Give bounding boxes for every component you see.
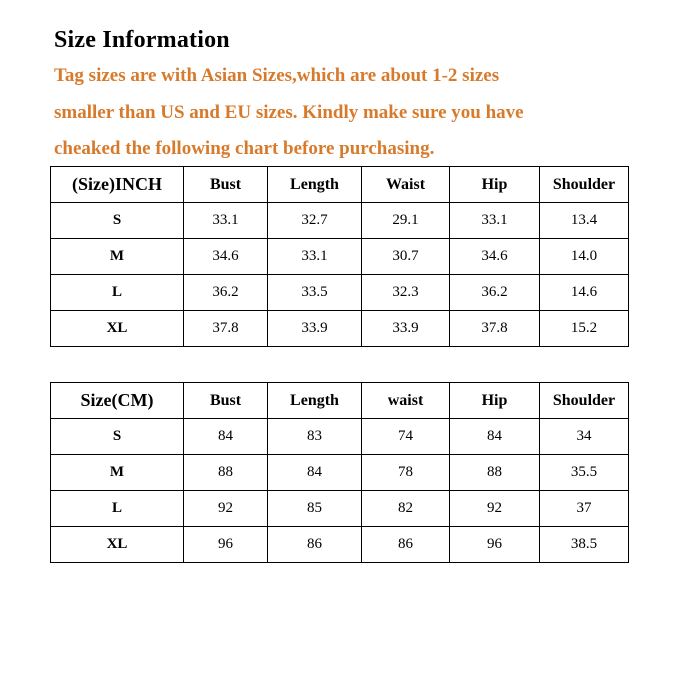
shoulder-cell: 13.4 — [540, 203, 629, 239]
header-size-cm: Size(CM) — [51, 383, 184, 419]
table-row — [51, 275, 629, 311]
header-waist: Waist — [362, 167, 450, 203]
waist-cell: 78 — [362, 455, 450, 491]
bust-cell: 96 — [184, 527, 268, 563]
header-bust: Bust — [184, 167, 268, 203]
size-cell: L — [51, 275, 184, 311]
bust-cell: 36.2 — [184, 275, 268, 311]
size-note-line-3: cheaked the following chart before purchasing. — [54, 138, 435, 159]
cm-size-table — [50, 382, 629, 563]
hip-cell: 33.1 — [450, 203, 540, 239]
bust-cell: 84 — [184, 419, 268, 455]
header-hip: Hip — [450, 167, 540, 203]
length-cell: 83 — [268, 419, 362, 455]
header-length: Length — [268, 167, 362, 203]
header-shoulder: Shoulder — [540, 167, 629, 203]
table-header-row — [51, 167, 629, 203]
size-cell: XL — [51, 527, 184, 563]
waist-cell: 86 — [362, 527, 450, 563]
size-cell: XL — [51, 311, 184, 347]
shoulder-cell: 15.2 — [540, 311, 629, 347]
table-row — [51, 527, 629, 563]
table-header-row — [51, 383, 629, 419]
table-row — [51, 419, 629, 455]
header-size-inch: (Size)INCH — [51, 167, 184, 203]
hip-cell: 37.8 — [450, 311, 540, 347]
size-cell: M — [51, 455, 184, 491]
length-cell: 85 — [268, 491, 362, 527]
bust-cell: 92 — [184, 491, 268, 527]
header-length: Length — [268, 383, 362, 419]
length-cell: 33.9 — [268, 311, 362, 347]
bust-cell: 34.6 — [184, 239, 268, 275]
header-bust: Bust — [184, 383, 268, 419]
size-note-line-2: smaller than US and EU sizes. Kindly make sure you have — [54, 102, 524, 123]
shoulder-cell: 35.5 — [540, 455, 629, 491]
length-cell: 32.7 — [268, 203, 362, 239]
hip-cell: 34.6 — [450, 239, 540, 275]
table-row — [51, 491, 629, 527]
table-row — [51, 239, 629, 275]
shoulder-cell: 14.0 — [540, 239, 629, 275]
size-note-line-1: Tag sizes are with Asian Sizes,which are about 1-2 sizes — [54, 65, 500, 86]
table-row — [51, 455, 629, 491]
hip-cell: 36.2 — [450, 275, 540, 311]
bust-cell: 88 — [184, 455, 268, 491]
inch-size-table — [50, 166, 629, 347]
waist-cell: 32.3 — [362, 275, 450, 311]
hip-cell: 96 — [450, 527, 540, 563]
bust-cell: 33.1 — [184, 203, 268, 239]
waist-cell: 82 — [362, 491, 450, 527]
shoulder-cell: 34 — [540, 419, 629, 455]
size-cell: S — [51, 203, 184, 239]
shoulder-cell: 38.5 — [540, 527, 629, 563]
waist-cell: 74 — [362, 419, 450, 455]
bust-cell: 37.8 — [184, 311, 268, 347]
hip-cell: 88 — [450, 455, 540, 491]
table-row — [51, 311, 629, 347]
hip-cell: 84 — [450, 419, 540, 455]
header-waist: waist — [362, 383, 450, 419]
shoulder-cell: 14.6 — [540, 275, 629, 311]
header-hip: Hip — [450, 383, 540, 419]
header-shoulder: Shoulder — [540, 383, 629, 419]
hip-cell: 92 — [450, 491, 540, 527]
waist-cell: 30.7 — [362, 239, 450, 275]
page-title: Size Information — [54, 27, 230, 53]
table-row — [51, 203, 629, 239]
size-cell: S — [51, 419, 184, 455]
length-cell: 84 — [268, 455, 362, 491]
length-cell: 33.1 — [268, 239, 362, 275]
waist-cell: 29.1 — [362, 203, 450, 239]
length-cell: 86 — [268, 527, 362, 563]
size-cell: M — [51, 239, 184, 275]
size-cell: L — [51, 491, 184, 527]
shoulder-cell: 37 — [540, 491, 629, 527]
length-cell: 33.5 — [268, 275, 362, 311]
waist-cell: 33.9 — [362, 311, 450, 347]
